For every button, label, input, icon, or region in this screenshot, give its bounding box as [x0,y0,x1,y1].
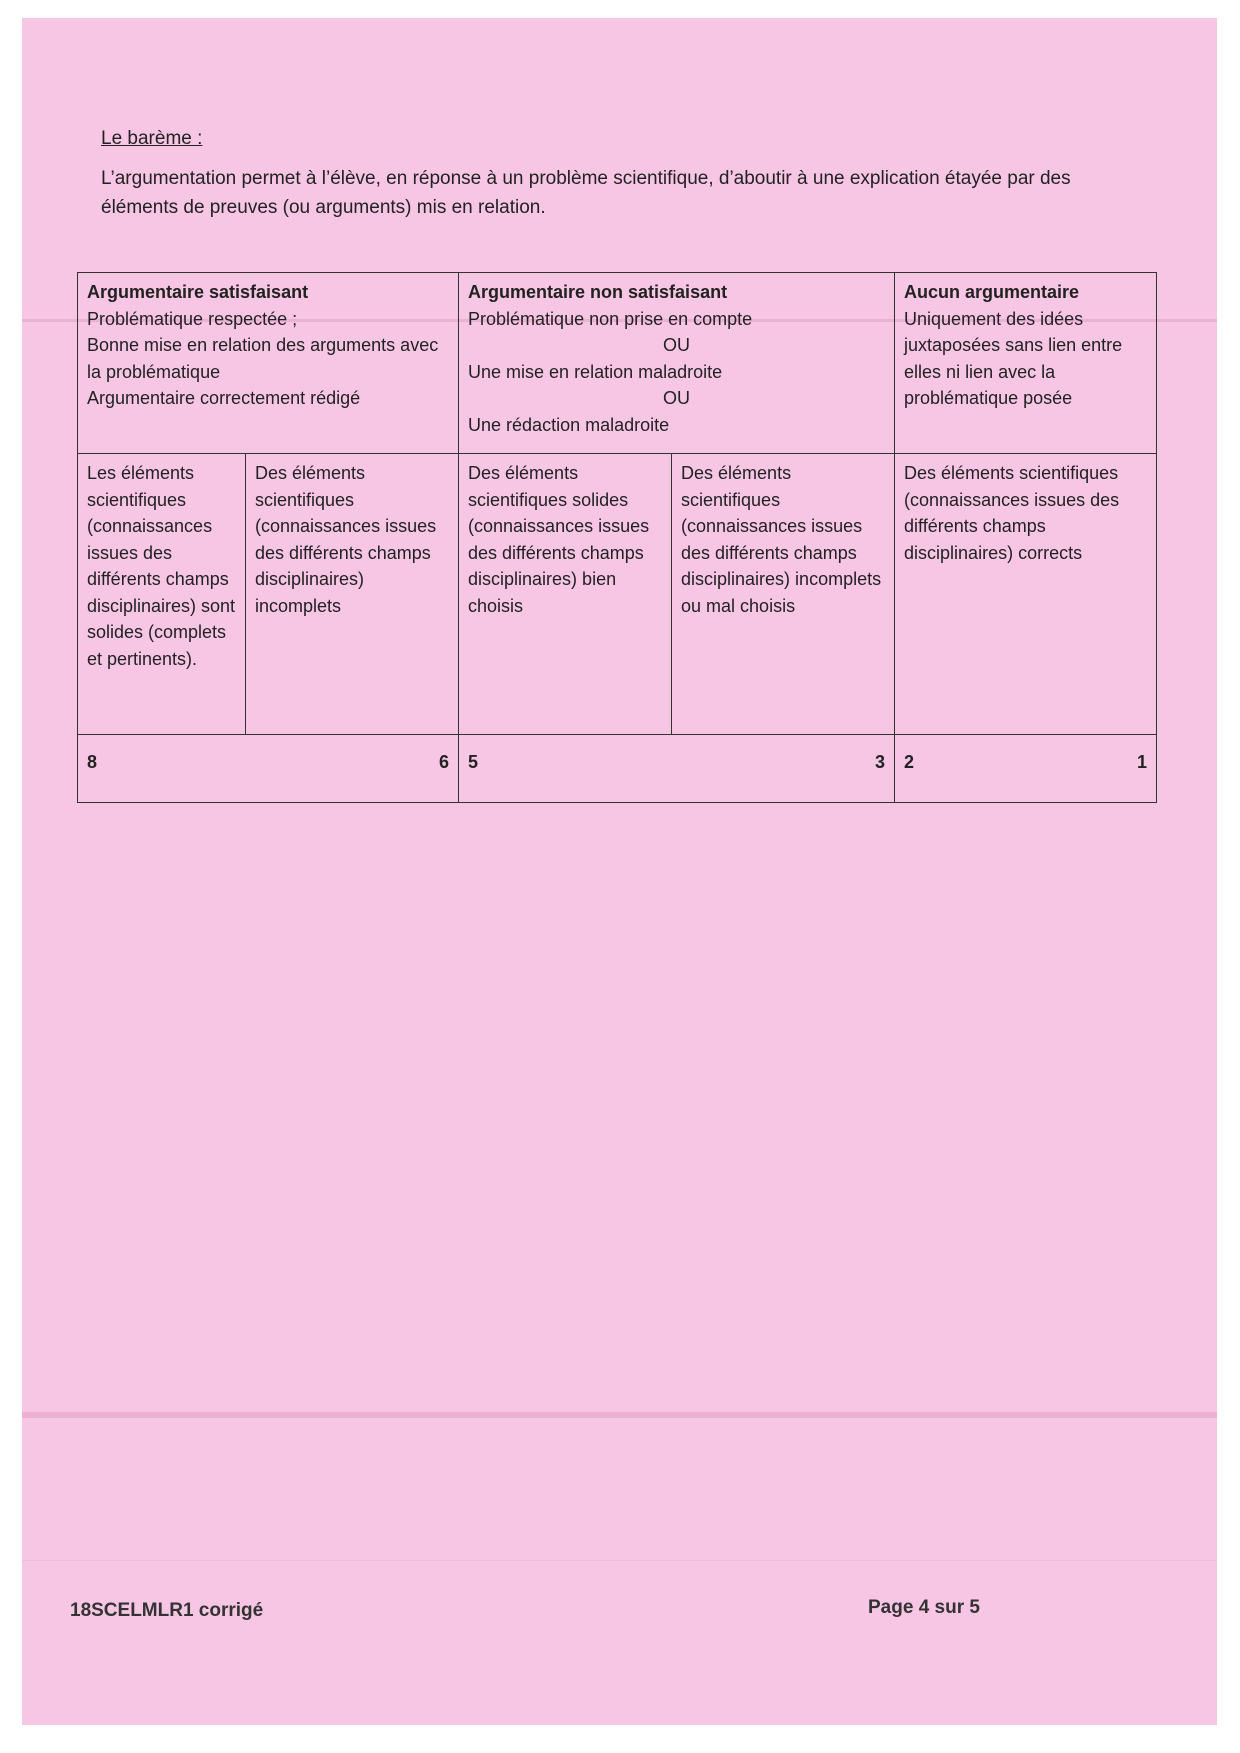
category-satisfaisant [78,273,459,454]
criterion-or: OU [663,335,691,355]
criterion-line: Uniquement des idées juxtaposées sans lien entre elles ni lien avec la problématique posée [904,308,1123,408]
criterion-or: OU [663,388,691,408]
category-aucun [895,273,1157,454]
page-number: Page 4 sur 5 [868,1597,980,1618]
detail-cell: Les éléments scientifiques (connaissances issues des différents champs disciplinaires) sont solides (complets et pertinents). [78,454,246,735]
score-cell [895,735,1157,803]
criterion-line: Problématique respectée ; [87,308,298,329]
rubric-detail-row [78,454,1157,735]
score-high: 2 [904,752,915,773]
detail-cell: Des éléments scientifiques (connaissances issues des différents champs disciplinaires) corrects [895,454,1157,735]
intro-paragraph: L’argumentation permet à l’élève, en réponse à un problème scientifique, d’aboutir à une explication étayée par des éléments de preuves (ou arguments) mis en relation. [101,168,1071,218]
criterion-line: Argumentaire correctement rédigé [87,388,361,408]
score-high: 5 [468,752,479,773]
detail-cell: Des éléments scientifiques solides (connaissances issues des différents champs disciplinaires) bien choisis [459,454,672,735]
document-code: 18SCELMLR1 corrigé [70,1600,264,1621]
score-cell [78,735,459,803]
score-low: 3 [875,752,886,773]
grading-rubric-table [77,272,1157,803]
rubric-category-row [78,273,1157,454]
category-non-satisfaisant [459,273,895,454]
criterion-line: Problématique non prise en compte [468,308,753,329]
detail-cell: Des éléments scientifiques (connaissances issues des différents champs disciplinaires) incomplets ou mal choisis [672,454,895,735]
criterion-line: Une rédaction maladroite [468,414,670,435]
score-high: 8 [87,752,98,773]
section-heading: Le barème : [101,128,203,149]
fold-line [22,1412,1217,1418]
category-title: Argumentaire non satisfaisant [468,282,728,302]
score-low: 1 [1137,752,1148,773]
fold-line [22,1560,1217,1561]
score-low: 6 [439,752,450,773]
score-cell [459,735,895,803]
criterion-line: Une mise en relation maladroite [468,361,723,382]
category-title: Aucun argumentaire [904,282,1080,302]
category-title: Argumentaire satisfaisant [87,282,309,302]
detail-cell: Des éléments scientifiques (connaissances issues des différents champs disciplinaires) incomplets [246,454,459,735]
rubric-score-row [78,735,1157,803]
criterion-line: Bonne mise en relation des arguments avec la problématique [87,335,439,382]
